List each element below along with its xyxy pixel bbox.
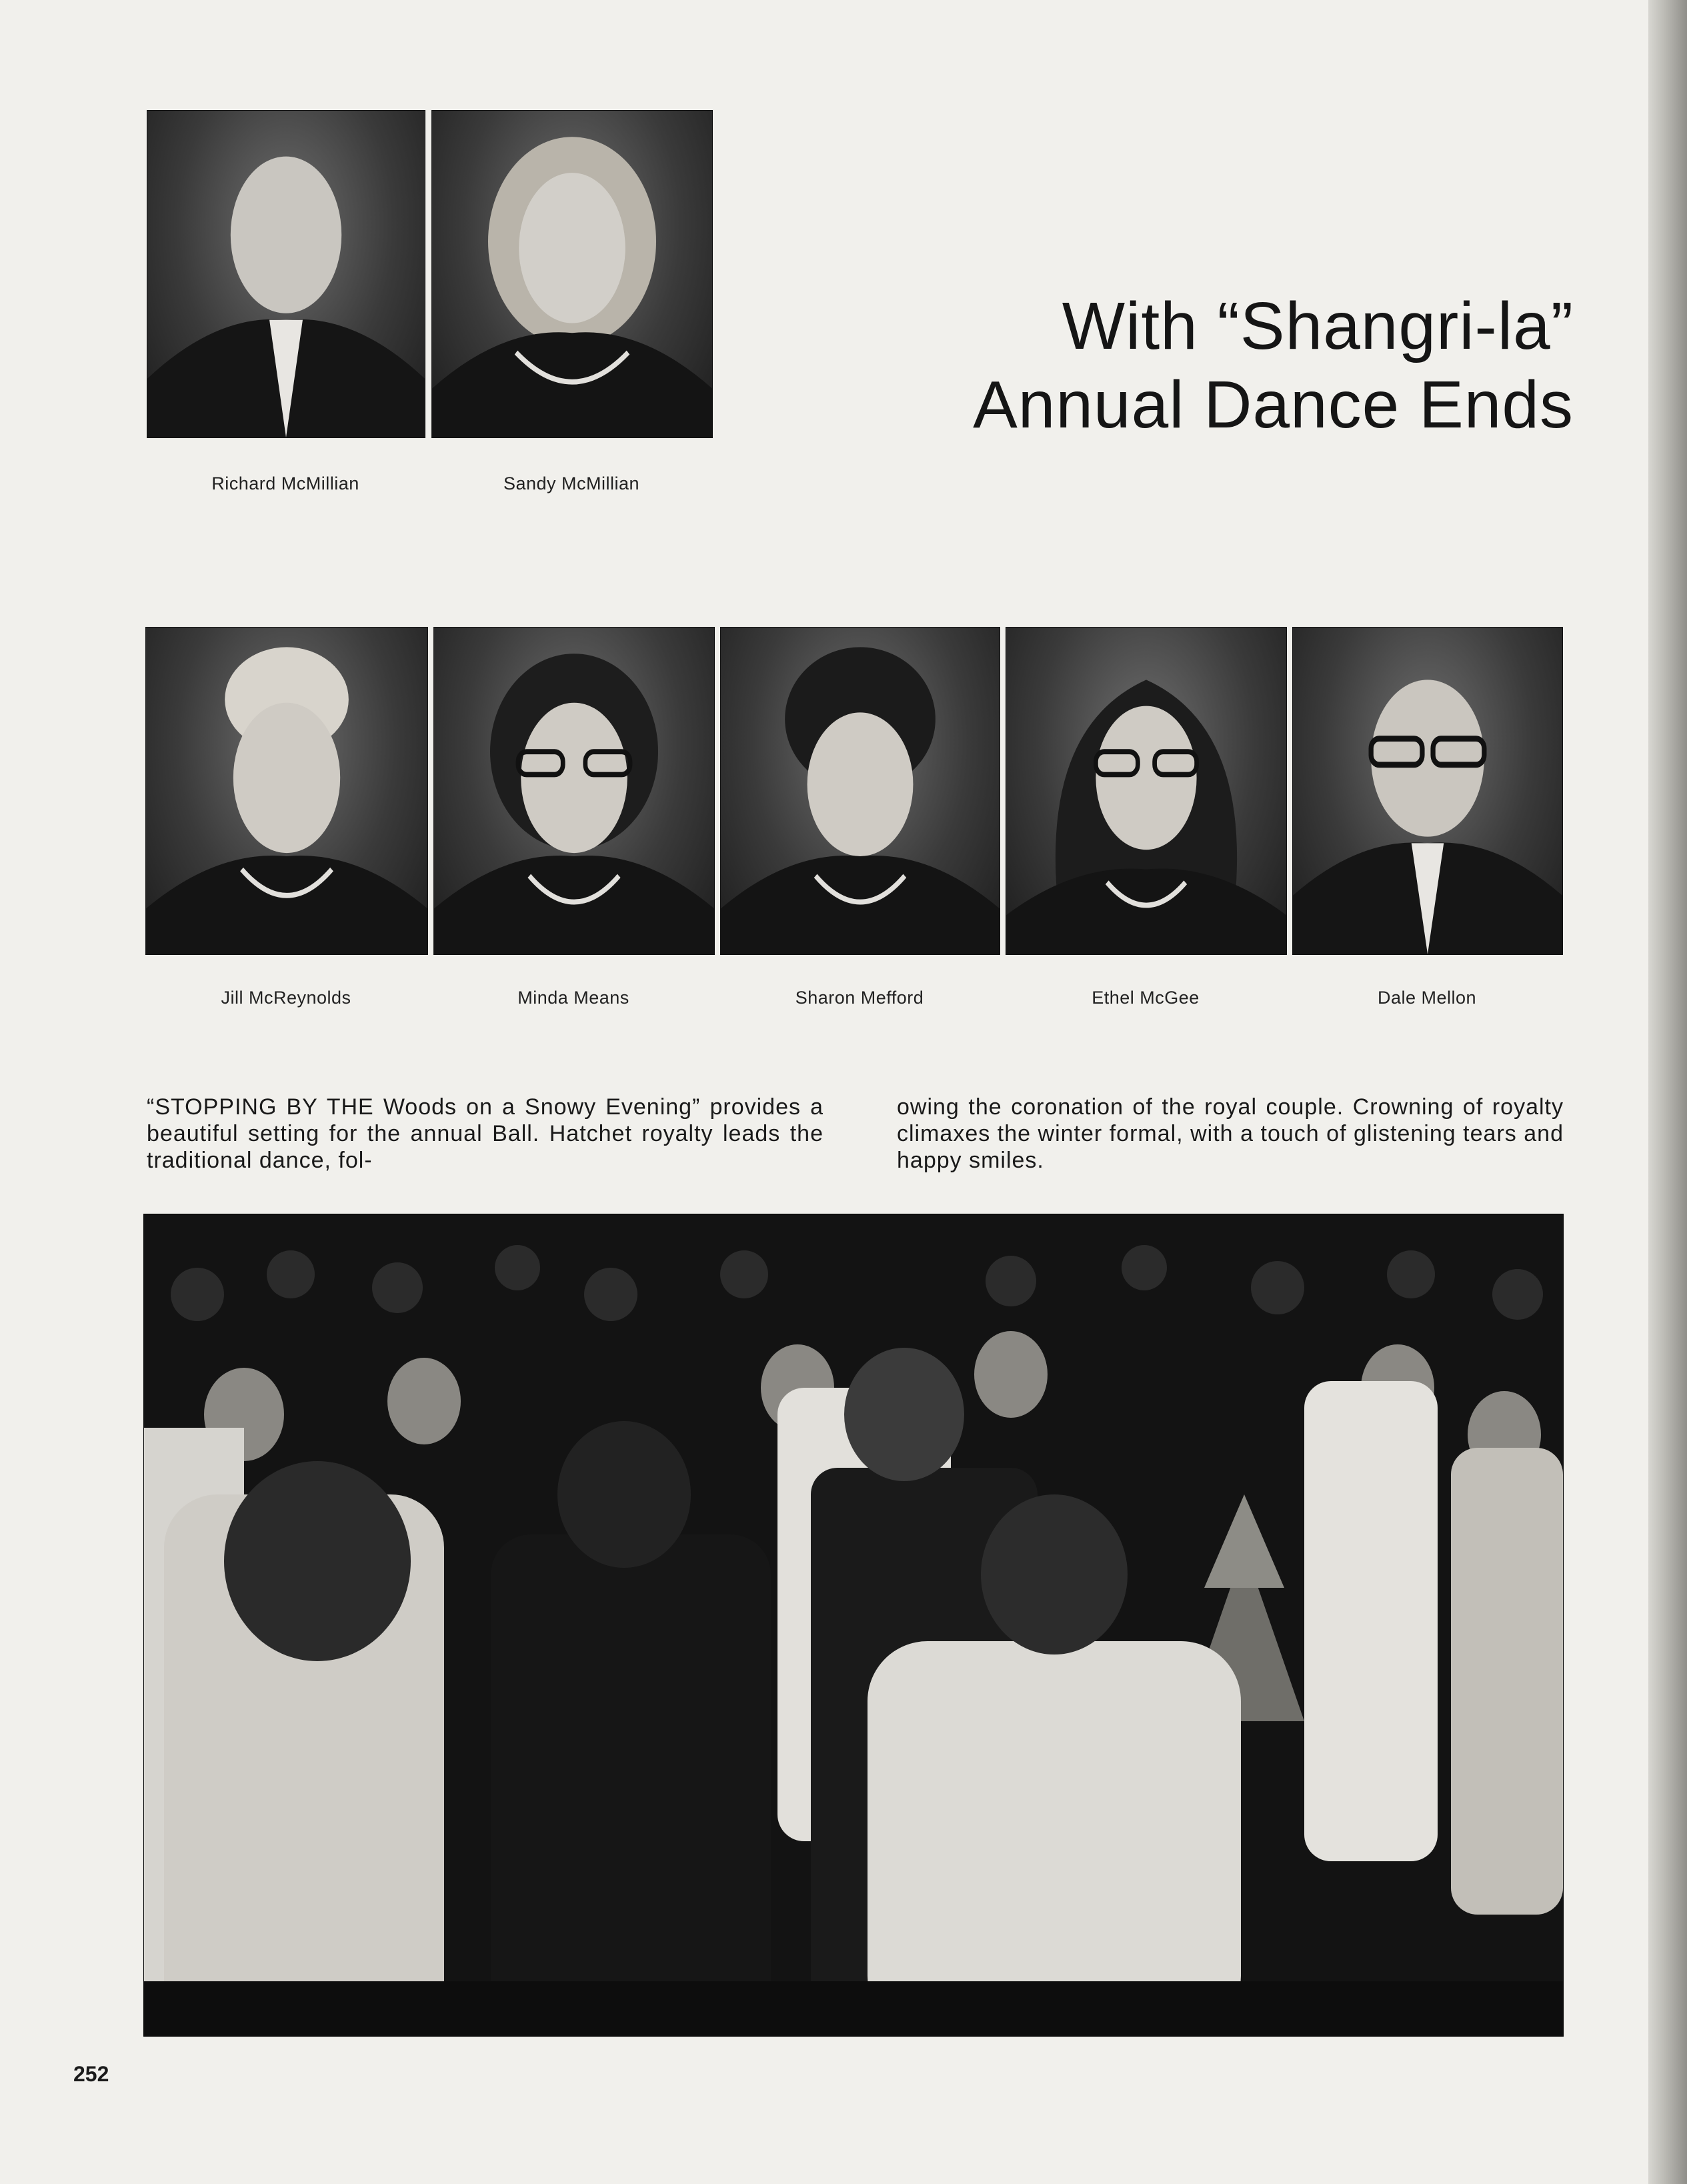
dance-floor-photo <box>143 1214 1564 2037</box>
body-text-column-2: owing the coronation of the royal couple. Crowning of royalty climaxes the winter formal, with a touch of glistening tears and happy smiles. <box>897 1094 1564 1173</box>
page-headline <box>800 287 1574 444</box>
headline-line-2: Annual Dance Ends <box>973 367 1574 442</box>
binding-gutter <box>1648 0 1687 2184</box>
portrait-caption: Sharon Mefford <box>795 988 924 1008</box>
portrait-caption: Jill McReynolds <box>221 988 351 1008</box>
portrait-caption: Sandy McMillian <box>503 473 640 493</box>
portrait-caption: Minda Means <box>517 988 629 1008</box>
portrait-photo <box>145 627 428 955</box>
page-number: 252 <box>73 2062 109 2086</box>
portrait-photo <box>433 627 715 955</box>
headline-line-1: With “Shangri-la” <box>1062 289 1574 363</box>
portrait-photo <box>147 110 425 438</box>
portrait-photo <box>1292 627 1563 955</box>
portrait-caption: Dale Mellon <box>1377 988 1477 1008</box>
portrait-photo <box>431 110 713 438</box>
portrait-caption: Ethel McGee <box>1092 988 1200 1008</box>
portrait-caption: Richard McMillian <box>211 473 359 493</box>
portrait-photo <box>1006 627 1287 955</box>
portrait-photo <box>720 627 1000 955</box>
body-text-column-1: “STOPPING BY THE Woods on a Snowy Evening” provides a beautiful setting for the annual Ball. Hatchet royalty leads the traditional dance, fol- <box>147 1094 823 1173</box>
